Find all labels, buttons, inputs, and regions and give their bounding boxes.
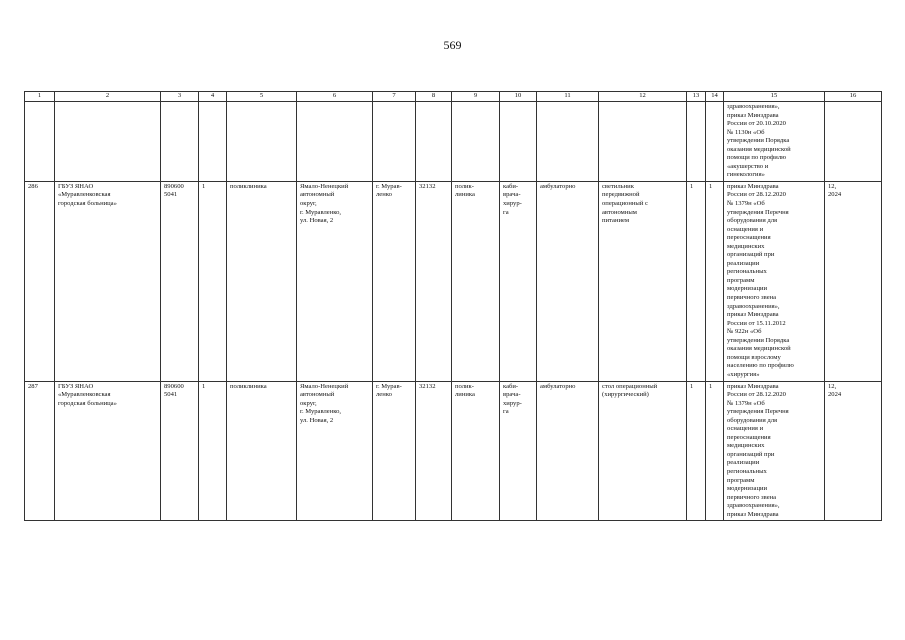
column-header: 3	[161, 92, 199, 102]
cell-row-number: 286	[25, 181, 55, 381]
column-header: 6	[297, 92, 373, 102]
cell-basis: приказ Минздрава России от 28.12.2020 № 1379н «Об утверждения Перечня оборудования для оснащения и переоснащения медицинских организаций при реализации региональных программ модернизации первичного звена здравоохранения», приказ Минздрава	[724, 381, 825, 521]
cell-row-number	[25, 102, 55, 182]
cell-code-2	[416, 102, 452, 182]
column-number-row	[25, 92, 882, 102]
column-header: 11	[537, 92, 599, 102]
cell-basis: здравоохранения», приказ Минздрава России от 20.10.2020 № 1130н «Об утверждении Порядка оказания медицинской помощи по профилю «акушерство и гинекология»	[724, 102, 825, 182]
cell-organization: ГБУЗ ЯНАО «Муравленковская городская больница»	[55, 381, 161, 521]
cell-equipment: стол операционный (хирургический)	[599, 381, 687, 521]
cell-city: г. Мурав- ленко	[373, 181, 416, 381]
cell-count: 1	[199, 381, 227, 521]
cell-period: 12, 2024	[825, 181, 882, 381]
cell-basis: приказ Минздрава России от 28.12.2020 № 1379н «Об утверждения Перечня оборудования для оснащения и переоснащения медицинских организаций при реализации региональных программ модернизации первичного звена здравоохранения», приказ Минздрава России от 15.11.2012 № 922н «Об утверждении Порядка оказания медицинской помощи взрослому населению по профилю «хирургия»	[724, 181, 825, 381]
cell-qty-1: 1	[687, 381, 706, 521]
cell-unit-type: поликлиника	[227, 181, 297, 381]
cell-department: полик- линика	[452, 181, 500, 381]
cell-department	[452, 102, 500, 182]
cell-city: г. Мурав- ленко	[373, 381, 416, 521]
column-header: 7	[373, 92, 416, 102]
cell-care-type: амбулаторно	[537, 181, 599, 381]
cell-city	[373, 102, 416, 182]
cell-unit-type: поликлиника	[227, 381, 297, 521]
cell-unit-type	[227, 102, 297, 182]
cell-qty-1: 1	[687, 181, 706, 381]
equipment-table	[24, 91, 882, 521]
cell-care-type: амбулаторно	[537, 381, 599, 521]
cell-code	[161, 102, 199, 182]
column-header: 9	[452, 92, 500, 102]
cell-equipment	[599, 102, 687, 182]
page-number: 569	[443, 38, 462, 52]
cell-equipment: светильник передвижной операционный с автономным питанием	[599, 181, 687, 381]
cell-qty-2: 1	[706, 381, 724, 521]
cell-room: каби- врача- хирур- га	[500, 381, 537, 521]
cell-organization: ГБУЗ ЯНАО «Муравленковская городская больница»	[55, 181, 161, 381]
cell-qty-2	[706, 102, 724, 182]
cell-code: 890600 5041	[161, 381, 199, 521]
cell-room: каби- врача- хирур- га	[500, 181, 537, 381]
column-header: 1	[25, 92, 55, 102]
column-header: 15	[724, 92, 825, 102]
column-header: 10	[500, 92, 537, 102]
cell-period: 12, 2024	[825, 381, 882, 521]
column-header: 16	[825, 92, 882, 102]
cell-address	[297, 102, 373, 182]
column-header: 5	[227, 92, 297, 102]
cell-room	[500, 102, 537, 182]
table-row-286	[25, 181, 882, 381]
cell-organization	[55, 102, 161, 182]
table-row-continuation	[25, 102, 882, 182]
column-header: 2	[55, 92, 161, 102]
cell-address: Ямало-Ненецкий автономный округ, г. Муравленко, ул. Новая, 2	[297, 381, 373, 521]
column-header: 8	[416, 92, 452, 102]
cell-code-2: 32132	[416, 381, 452, 521]
cell-care-type	[537, 102, 599, 182]
column-header: 12	[599, 92, 687, 102]
cell-department: полик- линика	[452, 381, 500, 521]
cell-row-number: 287	[25, 381, 55, 521]
cell-qty-1	[687, 102, 706, 182]
cell-address: Ямало-Ненецкий автономный округ, г. Муравленко, ул. Новая, 2	[297, 181, 373, 381]
cell-count: 1	[199, 181, 227, 381]
table-row-287	[25, 381, 882, 521]
column-header: 14	[706, 92, 724, 102]
cell-code: 890600 5041	[161, 181, 199, 381]
cell-period	[825, 102, 882, 182]
column-header: 4	[199, 92, 227, 102]
cell-count	[199, 102, 227, 182]
cell-qty-2: 1	[706, 181, 724, 381]
cell-code-2: 32132	[416, 181, 452, 381]
column-header: 13	[687, 92, 706, 102]
